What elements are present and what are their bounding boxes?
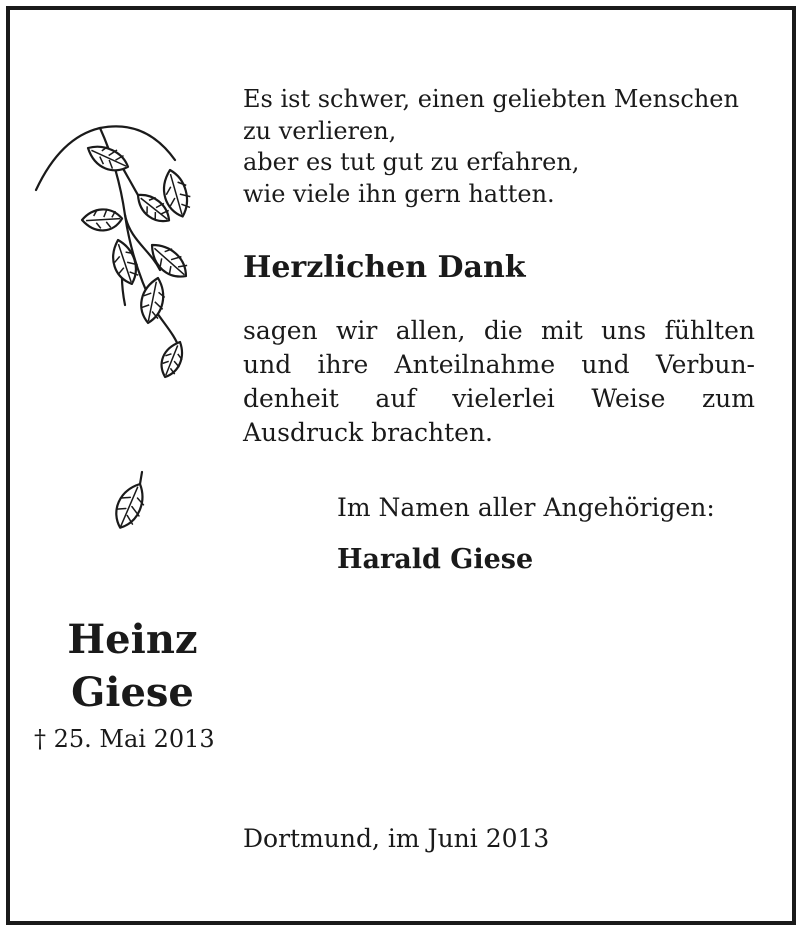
thanks-line: Ausdruck brachten. <box>243 418 493 447</box>
poem-line: wie viele ihn gern hatten. <box>243 179 555 208</box>
signer-name: Harald Giese <box>337 544 534 575</box>
signoff-text: Im Namen aller Angehörigen: <box>337 493 715 522</box>
falling-leaf-illustration <box>108 468 158 538</box>
poem-line: Es ist schwer, einen geliebten Menschen <box>243 85 739 113</box>
leafy-branch-illustration <box>30 120 210 400</box>
death-date: † 25. Mai 2013 <box>34 725 215 753</box>
poem <box>243 84 763 210</box>
poem-line: aber es tut gut zu erfahren, <box>243 148 580 176</box>
thanks-line: denheit auf vielerlei Weise zum <box>243 384 755 413</box>
thanks-line: und ihre Anteilnahme und Verbun- <box>243 350 755 379</box>
poem-line: zu verlieren, <box>243 116 397 145</box>
place-date: Dortmund, im Juni 2013 <box>243 824 550 853</box>
thanks-heading: Herzlichen Dank <box>243 250 526 285</box>
thanks-message <box>243 314 755 450</box>
deceased-last-name: Giese <box>71 669 194 716</box>
thanks-line: sagen wir allen, die mit uns fühlten <box>243 316 755 345</box>
deceased-first-name: Heinz <box>67 616 198 663</box>
